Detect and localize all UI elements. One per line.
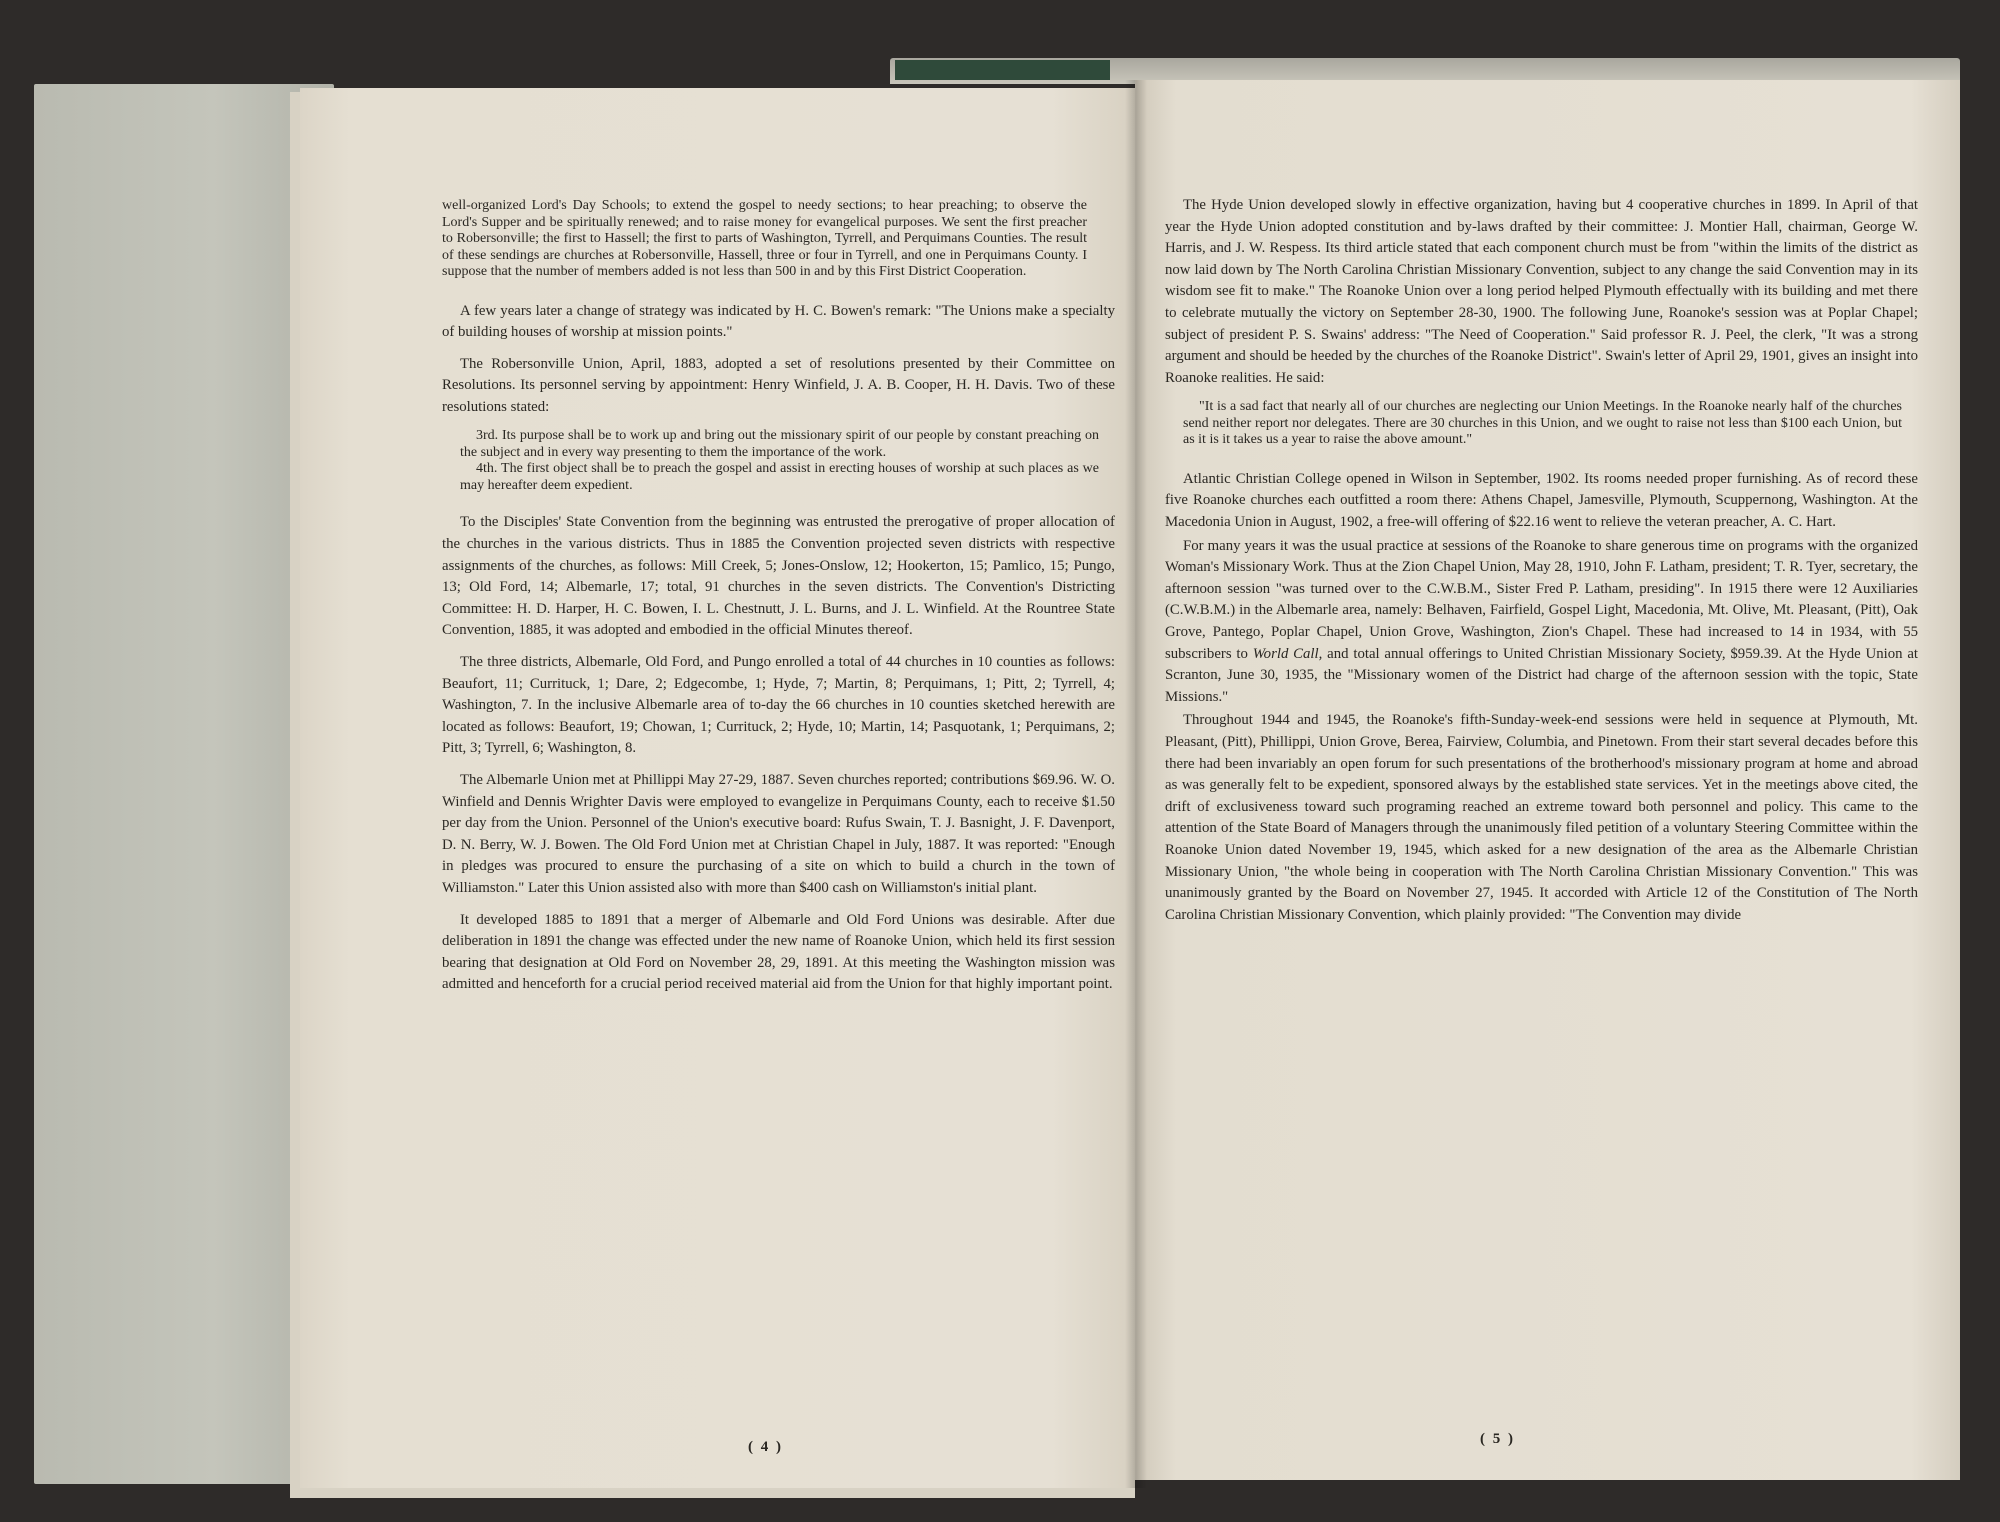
paragraph: [1165, 536, 1918, 709]
paragraph: It developed 1885 to 1891 that a merger of Albemarle and Old Ford Unions was desirable. After due deliberation in 1891 the change was effected under the new name of Roanoke Union, which held its first session bearing that designation at Old Ford on November 28, 29, 1891. At this meeting the Washington mission was admitted and henceforth for a crucial period received material aid from the Union for that highly important point.: [442, 911, 1115, 993]
left-body-text-b: [442, 512, 1115, 995]
right-page: [1135, 80, 1960, 1480]
right-body-text-a: [1165, 195, 1918, 389]
paragraph-part: For many years it was the usual practice at sessions of the Roanoke to share generous time on programs with the organized Woman's Missionary Work. Thus at the Zion Chapel Union, May 28, 1910, John F. Latham, president; T. R. Tyer, secretary, the afternoon session "was turned over to the C.W.B.M., Sister Fred P. Latham, presiding". In 1915 there were 12 Auxiliaries (C.W.B.M.) in the Albemarle area, namely: Belhaven, Fairfield, Gospel Light, Macedonia, Mt. Olive, Mt. Pleasant, (Pitt), Oak Grove, Pantego, Poplar Chapel, Union Grove, Washington, Zion's Chapel. These had increased to 14 in 1934, with 55 subscribers to: [1165, 537, 1918, 662]
paragraph: The Hyde Union developed slowly in effective organization, having but 4 cooperative churches in 1899. In April of that year the Hyde Union adopted constitution and by-laws drafted by their committee: J. Montier Hall, chairman, George W. Harris, and J. W. Respess. Its third article stated that each component church must be from "within the limits of the district as now laid down by The North Carolina Christian Missionary Convention, subject to any change the said Convention may in its wisdom see fit to make." The Roanoke Union over a long period helped Plymouth effectually with its building and met there to celebrate mutually the victory on September 28-30, 1900. The following June, Roanoke's session was at Poplar Chapel; subject of president P. S. Swains' address: "The Need of Cooperation." Said professor R. J. Peel, the clerk, "It was a strong argument and should be heeded by the churches of the Roanoke District". Swain's letter of April 29, 1901, gives an insight into Roanoke realities. He said:: [1165, 197, 1918, 386]
left-body-text-a: [442, 301, 1115, 419]
opening-quote-text: well-organized Lord's Day Schools; to extend the gospel to needy sections; to hear preaching; to observe the Lord's Supper and be spiritually renewed; and to raise money for evangelical purposes. We sent the first preacher to Robersonville; the first to Hassell; the first to parts of Washington, Tyrrell, and Perquimans Counties. The result of these sendings are churches at Robersonville, Hassell, three or four in Tyrrell, and one in Perquimans County. I suppose that the number of members added is not less than 500 in and by this First District Cooperation.: [442, 198, 1087, 279]
page-number: ( 5 ): [1480, 1431, 1515, 1447]
spine-cloth-strip: [895, 60, 1110, 80]
opening-quote-block: [442, 198, 1087, 281]
paragraph: To the Disciples' State Convention from the beginning was entrusted the prerogative of proper allocation of the churches in the various districts. Thus in 1885 the Convention projected seven districts with respective assignments of the churches, as follows: Mill Creek, 5; Jones-Onslow, 12; Hookerton, 15; Pamlico, 15; Pungo, 13; Old Ford, 14; Albemarle, 17; total, 91 churches in the seven districts. The Convention's Districting Committee: H. D. Harper, H. C. Bowen, I. L. Chestnutt, J. L. Burns, and J. L. Winfield. At the Rountree State Convention, 1885, it was adopted and embodied in the official Minutes thereof.: [442, 514, 1115, 639]
paragraph-part: and total annual offerings to United Christian Missionary Society, $959.39. At the Hyde Union at Scranton, June 30, 1935, the "Missionary women of the District had charge of the afternoon session with the topic, State Missions.": [1165, 645, 1919, 705]
paragraph: The Robersonville Union, April, 1883, adopted a set of resolutions presented by their Committee on Resolutions. Its personnel serving by appointment: Henry Winfield, J. A. B. Cooper, H. H. Davis. Two of these resolutions stated:: [442, 355, 1115, 415]
book-gutter: [1125, 80, 1147, 1488]
resolutions-block: [460, 428, 1099, 494]
resolution-item: 4th. The first object shall be to preach the gospel and assist in erecting houses of worship at such places as we may hereafter deem expedient.: [460, 461, 1099, 493]
paragraph: A few years later a change of strategy was indicated by H. C. Bowen's remark: "The Unions make a specialty of building houses of worship at mission points.": [442, 302, 1115, 341]
letter-quote-text: "It is a sad fact that nearly all of our churches are neglecting our Union Meetings. In the Roanoke nearly half of the churches send neither report nor delegates. There are 30 churches in this Union, and we ought to raise not less than $100 each Union, but as it is it takes us a year to raise the above amount.": [1183, 399, 1902, 448]
paragraph: The three districts, Albemarle, Old Ford, and Pungo enrolled a total of 44 churches in 10 counties as follows: Beaufort, 11; Currituck, 1; Dare, 2; Edgecombe, 1; Hyde, 7; Martin, 8; Perquimans, 1; Pitt, 2; Tyrrell, 4; Washington, 7. In the inclusive Albemarle area of to-day the 66 churches in 10 counties sketched herewith are located as follows: Beaufort, 19; Chowan, 1; Currituck, 2; Hyde, 10; Martin, 14; Pasquotank, 1; Perquimans, 2; Pitt, 3; Tyrrell, 6; Washington, 8.: [442, 654, 1115, 757]
paragraph: Throughout 1944 and 1945, the Roanoke's fifth-Sunday-week-end sessions were held in sequence at Plymouth, Mt. Pleasant, (Pitt), Phillippi, Union Grove, Berea, Fairview, Columbia, and Pinetown. From their start several decades before this there had been invariably an open forum for such presentations of the brotherhood's missionary program at home and abroad as was generally felt to be expedient, sponsored always by the established state services. Yet in the meetings above cited, the drift of exclusiveness toward such programing reached an extreme toward both personnel and policy. This came to the attention of the State Board of Managers through the unanimously filed petition of a voluntary Steering Committee within the Roanoke Union dated November 19, 1945, which asked for a new designation of the area as the Albemarle Christian Missionary Union, "the whole being in cooperation with The North Carolina Christian Missionary Convention." This was unanimously granted by the Board on November 27, 1945. It accorded with Article 12 of the Constitution of The North Carolina Christian Missionary Convention, which plainly provided: "The Convention may divide: [1165, 712, 1918, 923]
resolution-item: 3rd. Its purpose shall be to work up and bring out the missionary spirit of our people by constant preaching on the subject and in every way presenting to them the importance of the work.: [460, 428, 1099, 460]
paragraph: Atlantic Christian College opened in Wilson in September, 1902. Its rooms needed proper furnishing. As of record these five Roanoke churches each outfitted a room there: Athens Chapel, Jamesville, Plymouth, Scuppernong, Washington. At the Macedonia Union in August, 1902, a free-will offering of $22.16 went to relieve the veteran preacher, A. C. Hart.: [1165, 470, 1918, 531]
back-cover-board: [34, 84, 334, 1484]
italic-title: World Call,: [1252, 645, 1323, 662]
letter-quote-block: [1183, 399, 1902, 449]
left-page: [300, 88, 1135, 1488]
right-body-text-b: [1165, 469, 1918, 926]
paragraph: The Albemarle Union met at Phillippi May 27-29, 1887. Seven churches reported; contributions $69.96. W. O. Winfield and Dennis Wrighter Davis were employed to evangelize in Perquimans County, each to receive $1.50 per day from the Union. Personnel of the Union's executive board: Rufus Swain, T. J. Basnight, J. F. Davenport, D. N. Berry, W. J. Bowen. The Old Ford Union met at Christian Chapel in July, 1887. It was reported: "Enough in pledges was procured to ensure the purchasing of a site on which to build a church in the town of Williamston." Later this Union assisted also with more than $400 cash on Williamston's initial plant.: [442, 772, 1115, 896]
page-number: ( 4 ): [748, 1439, 783, 1455]
